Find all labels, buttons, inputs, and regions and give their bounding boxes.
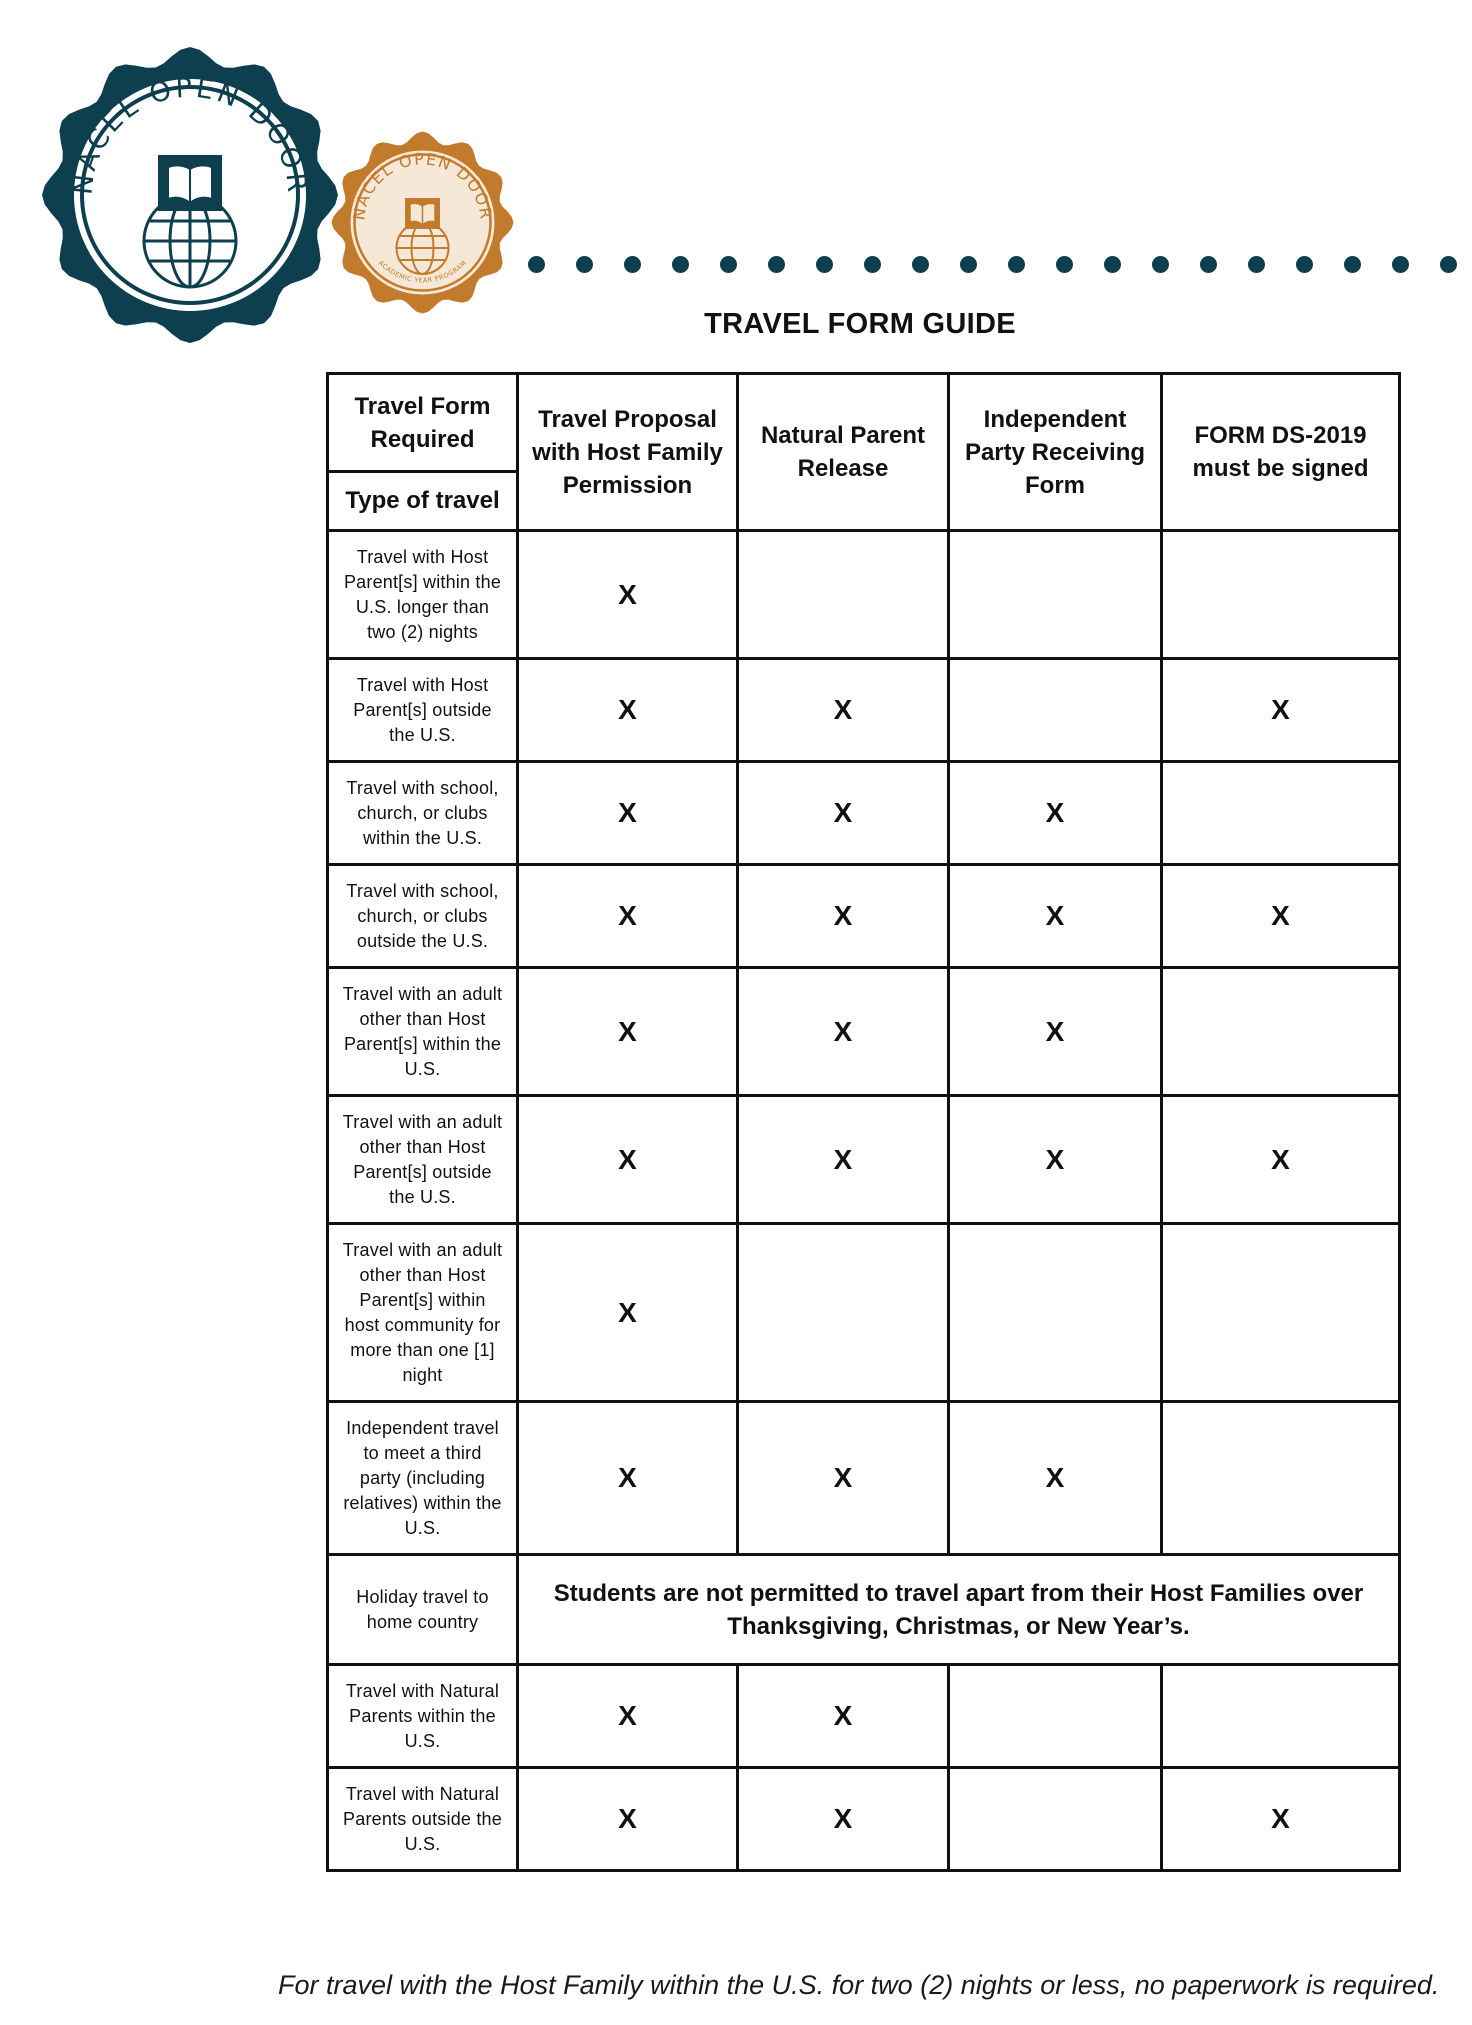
required-mark: X	[1045, 900, 1065, 931]
required-mark: X	[618, 1296, 637, 1328]
required-mark: X	[618, 1700, 637, 1731]
row-label: Travel with school, church, or clubs within the U.S.	[328, 762, 518, 865]
requirement-cell	[949, 1402, 1162, 1555]
requirement-cell	[738, 1402, 949, 1555]
divider-dot	[960, 256, 977, 273]
requirement-cell	[949, 659, 1162, 762]
nacel-open-door-small-seal	[330, 130, 515, 315]
small-seal-text: NACEL OPEN DOOR	[349, 149, 496, 222]
requirement-cell	[949, 531, 1162, 659]
divider-dot	[1008, 256, 1025, 273]
divider-dot	[672, 256, 689, 273]
requirement-cell	[738, 865, 949, 968]
row-label: Travel with Host Parent[s] outside the U.S.	[328, 659, 518, 762]
requirement-cell	[949, 762, 1162, 865]
required-mark: X	[618, 694, 637, 725]
column-header: Travel Proposal with Host Family Permission	[518, 374, 738, 531]
table-row	[328, 1402, 1400, 1555]
row-label: Travel with an adult other than Host Parent[s] outside the U.S.	[328, 1096, 518, 1224]
requirement-cell	[518, 1768, 738, 1871]
divider-dot	[528, 256, 545, 273]
divider-dot	[864, 256, 881, 273]
divider-dot	[912, 256, 929, 273]
required-mark: X	[833, 1143, 853, 1175]
row-label: Independent travel to meet a third party (including relatives) within the U.S.	[328, 1402, 518, 1555]
row-label: Travel with an adult other than Host Parent[s] within the U.S.	[328, 968, 518, 1096]
required-mark: X	[833, 1803, 853, 1834]
row-label: Travel with school, church, or clubs outside the U.S.	[328, 865, 518, 968]
requirement-cell	[518, 968, 738, 1096]
requirement-cell	[1162, 1096, 1400, 1224]
requirement-cell	[518, 1665, 738, 1768]
table-body	[328, 531, 1400, 1871]
header-type-of-travel: Type of travel	[345, 486, 500, 514]
divider-dot	[1296, 256, 1313, 273]
header-travel-form-required: Travel Form Required	[329, 376, 516, 473]
divider-dot	[1344, 256, 1361, 273]
requirement-cell	[738, 531, 949, 659]
requirement-cell	[738, 1224, 949, 1402]
requirement-cell	[518, 659, 738, 762]
travel-form-table	[326, 372, 1401, 1872]
table-row	[328, 659, 1400, 762]
table-row	[328, 1096, 1400, 1224]
divider-dot	[1104, 256, 1121, 273]
divider-dot	[1248, 256, 1265, 273]
header-corner-cell	[328, 374, 518, 531]
required-mark: X	[1045, 1015, 1065, 1047]
requirement-cell	[518, 1224, 738, 1402]
page-title: TRAVEL FORM GUIDE	[704, 308, 1016, 340]
required-mark: X	[833, 694, 853, 725]
requirement-cell	[949, 1224, 1162, 1402]
requirement-cell	[738, 762, 949, 865]
column-header: Natural Parent Release	[738, 374, 949, 531]
divider-dot	[720, 256, 737, 273]
divider-dot	[768, 256, 785, 273]
footnote: For travel with the Host Family within the U.S. for two (2) nights or less, no paperwork is required.	[278, 1970, 1440, 2000]
row-label: Holiday travel to home country	[328, 1555, 518, 1665]
required-mark: X	[833, 797, 853, 828]
requirement-cell	[949, 865, 1162, 968]
required-mark: X	[618, 1462, 637, 1493]
small-seal-subtext: ACADEMIC YEAR PROGRAM	[376, 258, 469, 285]
table-row	[328, 762, 1400, 865]
required-mark: X	[1271, 1143, 1290, 1175]
required-mark: X	[1271, 694, 1290, 725]
row-label: Travel with Natural Parents outside the U.S.	[328, 1768, 518, 1871]
divider-dot	[624, 256, 641, 273]
requirement-cell	[518, 865, 738, 968]
requirement-cell	[1162, 762, 1400, 865]
required-mark: X	[1271, 900, 1290, 931]
requirement-cell	[518, 1402, 738, 1555]
dotted-divider	[528, 256, 1468, 280]
requirement-cell	[738, 1665, 949, 1768]
required-mark: X	[618, 578, 637, 610]
required-mark: X	[618, 797, 637, 828]
required-mark: X	[618, 1143, 637, 1175]
requirement-cell	[949, 1768, 1162, 1871]
requirement-cell	[1162, 1665, 1400, 1768]
nacel-open-door-large-seal	[40, 45, 340, 345]
requirement-cell	[518, 1096, 738, 1224]
divider-dot	[1200, 256, 1217, 273]
row-label: Travel with Host Parent[s] within the U.S. longer than two (2) nights	[328, 531, 518, 659]
requirement-cell	[949, 1096, 1162, 1224]
row-label: Travel with Natural Parents within the U.S.	[328, 1665, 518, 1768]
table-row	[328, 968, 1400, 1096]
required-mark: X	[833, 900, 853, 931]
divider-dot	[816, 256, 833, 273]
table-row	[328, 531, 1400, 659]
divider-dot	[1440, 256, 1457, 273]
required-mark: X	[618, 1803, 637, 1834]
row-label: Travel with an adult other than Host Parent[s] within host community for more than one [1] night	[328, 1224, 518, 1402]
divider-dot	[576, 256, 593, 273]
column-header: Independent Party Receiving Form	[949, 374, 1162, 531]
table-row	[328, 1768, 1400, 1871]
requirement-cell	[738, 1768, 949, 1871]
requirement-cell	[1162, 1768, 1400, 1871]
required-mark: X	[1271, 1803, 1290, 1834]
column-header: FORM DS-2019 must be signed	[1162, 374, 1400, 531]
requirement-cell	[1162, 865, 1400, 968]
requirement-cell	[949, 968, 1162, 1096]
requirement-cell	[738, 968, 949, 1096]
requirement-cell	[518, 531, 738, 659]
table-row	[328, 1224, 1400, 1402]
requirement-cell	[1162, 659, 1400, 762]
requirement-cell	[949, 1665, 1162, 1768]
requirement-cell	[1162, 1402, 1400, 1555]
required-mark: X	[1045, 1143, 1065, 1175]
requirement-cell	[1162, 968, 1400, 1096]
divider-dot	[1152, 256, 1169, 273]
large-seal-text: NACEL OPEN DOOR	[67, 72, 313, 197]
required-mark: X	[833, 1462, 853, 1493]
required-mark: X	[833, 1700, 853, 1731]
table-row	[328, 1665, 1400, 1768]
required-mark: X	[618, 1015, 637, 1047]
table-row	[328, 1555, 1400, 1665]
holiday-travel-note: Students are not permitted to travel apart from their Host Families over Thanksgiving, Christmas, or New Year’s.	[518, 1555, 1400, 1665]
table-row	[328, 865, 1400, 968]
requirement-cell	[1162, 1224, 1400, 1402]
required-mark: X	[618, 900, 637, 931]
requirement-cell	[1162, 531, 1400, 659]
requirement-cell	[738, 659, 949, 762]
divider-dot	[1056, 256, 1073, 273]
required-mark: X	[1045, 1462, 1065, 1493]
requirement-cell	[518, 762, 738, 865]
required-mark: X	[1045, 797, 1065, 828]
divider-dot	[1392, 256, 1409, 273]
required-mark: X	[833, 1015, 853, 1047]
requirement-cell	[738, 1096, 949, 1224]
